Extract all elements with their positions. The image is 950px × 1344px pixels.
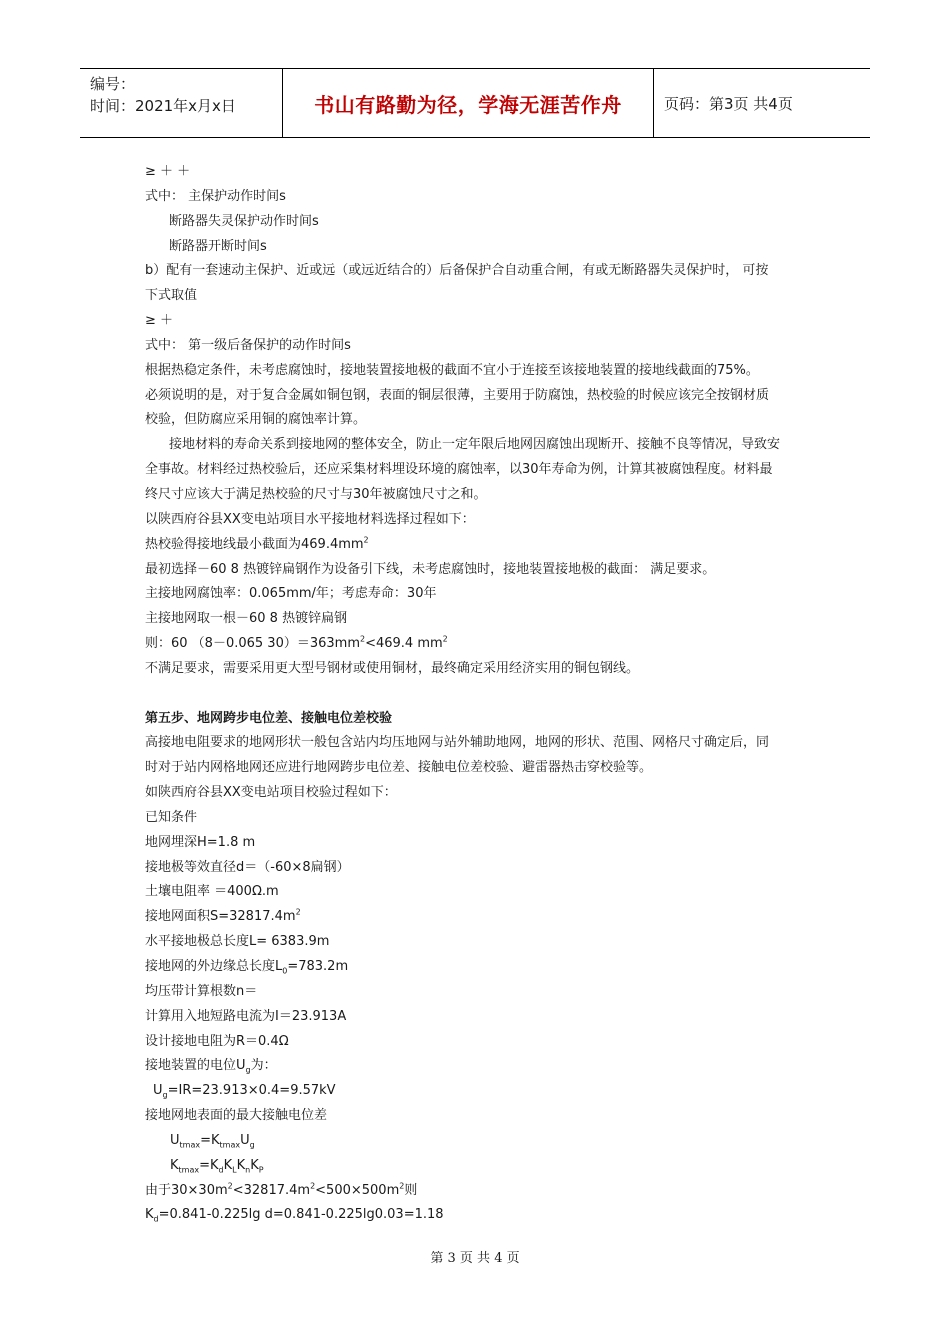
- text-line: 断路器开断时间s: [169, 238, 267, 254]
- time-label: 时间：2021年x月x日: [90, 97, 236, 115]
- page-header: [80, 68, 870, 138]
- formula-line: ≥ ＋ ＋: [145, 164, 191, 179]
- text-line: 土壤电阻率 ＝400Ω.m: [145, 884, 279, 900]
- text-line: 设计接地电阻为R＝0.4Ω: [145, 1033, 289, 1049]
- text-line: 式中： 主保护动作时间s: [145, 188, 286, 204]
- text-line: 根据热稳定条件，未考虑腐蚀时，接地装置接地极的截面不宜小于连接至该接地装置的接地线截面的75%。: [145, 362, 759, 378]
- spacer: [145, 682, 810, 707]
- text-line: 接地网面积$S=32817.4m^2$: [145, 907, 301, 925]
- page-footer: 第 3 页 共 4 页: [430, 1251, 520, 1266]
- text-line: 接地极等效直径d＝（-60×8扁钢）: [145, 859, 350, 875]
- text-line: 已知条件: [145, 809, 198, 825]
- text-line: 接地材料的寿命关系到接地网的整体安全，防止一定年限后地网因腐蚀出现断开、接触不良等情况，导致安: [169, 437, 781, 453]
- formula-line: $K_d=0.841-0.225\lg$ d=0.841-0.225lg0.03=1.18: [145, 1207, 444, 1225]
- text-line: 必须说明的是，对于复合金属如铜包钢，表面的铜层很薄，主要用于防腐蚀，热校验的时候应该完全按钢材质: [145, 387, 770, 403]
- text-line: 接地装置的电位$U_g$为：: [145, 1058, 277, 1075]
- formula-line: $U_{tmax}=K_{tmax}U_g$: [170, 1132, 255, 1150]
- document-body: [145, 160, 810, 1228]
- text-line: 时对于站内网格地网还应进行地网跨步电位差、接触电位差校验、避雷器热击穿校验等。: [145, 760, 653, 776]
- text-line: 最初选择－60 8 热镀锌扁钢作为设备引下线，未考虑腐蚀时，接地装置接地极的截面： 满足要求。: [145, 561, 716, 577]
- text-line: 下式取值: [145, 288, 198, 304]
- text-line: 以陕西府谷县XX变电站项目水平接地材料选择过程如下：: [145, 511, 475, 527]
- formula-line: $K_{tmax}=K_dK_LK_nK_P$: [170, 1157, 264, 1175]
- formula-line: 由于$30\times 30m^2<32817.4m^2<500\times 500m^2$则: [145, 1181, 418, 1198]
- text-line: 主接地网取一根－60 8 热镀锌扁钢: [145, 611, 348, 627]
- text-line: 高接地电阻要求的地网形状一般包含站内均压地网与站外辅助地网，地网的形状、范围、网格尺寸确定后，同: [145, 735, 770, 751]
- code-label: 编号：: [90, 75, 136, 93]
- text-line: 式中： 第一级后备保护的动作时间s: [145, 337, 351, 353]
- text-line: 如陕西府谷县XX变电站项目校验过程如下：: [145, 785, 397, 801]
- formula-line: ≥ ＋: [145, 313, 174, 329]
- text-line: 均压带计算根数n＝: [145, 983, 258, 999]
- text-line: 水平接地极总长度L= 6383.9m: [145, 934, 330, 950]
- text-line: 全事故。材料经过热校验后，还应采集材料埋设环境的腐蚀率，以30年寿命为例，计算其被腐蚀程度。材料最: [145, 462, 773, 478]
- text-line: 断路器失灵保护动作时间s: [169, 213, 319, 229]
- text-line: 接地网地表面的最大接触电位差: [145, 1108, 328, 1124]
- text-line: 校验，但防腐应采用铜的腐蚀率计算。: [145, 412, 367, 428]
- text-line: 主接地网腐蚀率：0.065mm/年；考虑寿命：30年: [145, 586, 437, 602]
- text-line: b）配有一套速动主保护、近或远（或远近结合的）后备保护合自动重合闸，有或无断路器失灵保护时， 可按: [145, 263, 769, 279]
- header-page-label: 页码：第3页 共4页: [664, 94, 793, 113]
- text-line: 热校验得接地线最小截面为$469.4mm^2$: [145, 535, 369, 552]
- text-line: 地网埋深H=1.8 m: [145, 834, 256, 850]
- header-meta: [80, 69, 282, 137]
- section-heading: 第五步、地网跨步电位差、接触电位差校验: [145, 710, 393, 726]
- text-line: 不满足要求，需要采用更大型号钢材或使用铜材，最终确定采用经济实用的铜包钢线。: [145, 660, 640, 676]
- formula-line: $U_g=IR=23.913\times 0.4=9.57kV$: [153, 1083, 336, 1100]
- text-line: 计算用入地短路电流为I＝23.913A: [145, 1008, 347, 1024]
- text-line: 终尺寸应该大于满足热校验的尺寸与30年被腐蚀尺寸之和。: [145, 486, 487, 502]
- text-line: 接地网的外边缘总长度$L_0=783.2m$: [145, 959, 349, 976]
- header-motto: 书山有路勤为径，学海无涯苦作舟: [282, 69, 654, 137]
- text-line: 则：60 （8－0.065 $30)=363mm^2<469.4$ $mm^2$: [145, 634, 448, 652]
